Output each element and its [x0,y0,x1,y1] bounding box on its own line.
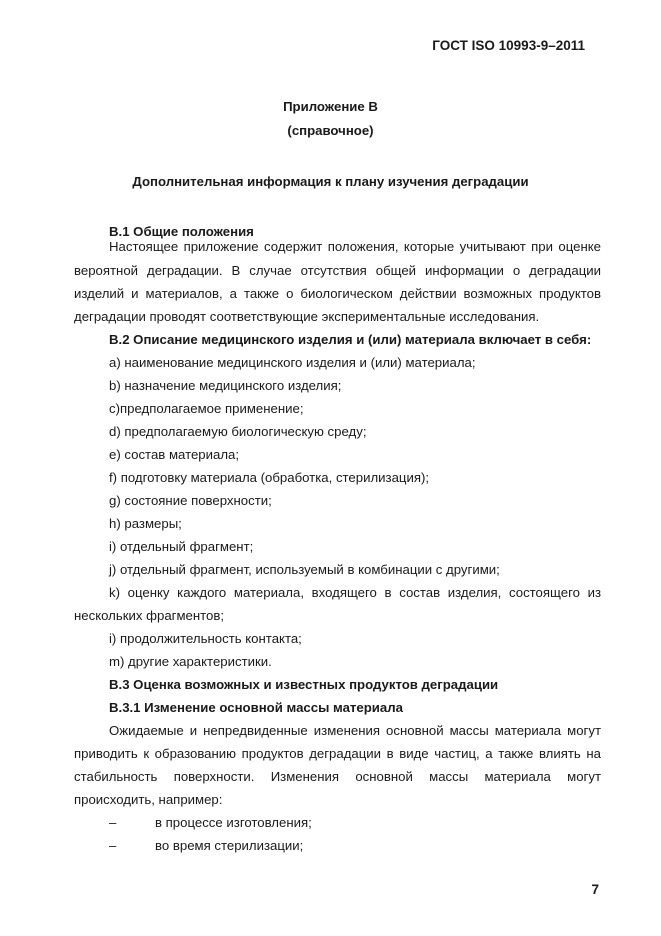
list-item: m) другие характеристики. [109,654,272,669]
paragraph-line: Ожидаемые и непредвиденные изменения основной массы материала могут [109,723,601,738]
list-item: h) размеры; [109,516,182,531]
dash-marker: – [109,838,117,853]
list-item-continuation: нескольких фрагментов; [74,608,225,623]
appendix-heading: Дополнительная информация к плану изучения деградации [132,174,529,189]
dash-marker: – [109,815,117,830]
dash-item: во время стерилизации; [155,838,304,853]
paragraph-line: вероятной деградации. В случае отсутствия общей информации о деградации [74,263,601,278]
list-item: j) отдельный фрагмент, используемый в комбинации с другими; [109,562,500,577]
list-item: e) состав материала; [109,447,240,462]
page-number: 7 [591,882,599,897]
paragraph-line: деградации проводят соответствующие экспериментальные исследования. [74,309,540,324]
paragraph-line: происходить, например: [74,792,223,807]
appendix-subtitle: (справочное) [287,123,374,138]
list-item: f) подготовку материала (обработка, стерилизация); [109,470,430,485]
list-item: g) состояние поверхности; [109,493,272,508]
list-item: d) предполагаемую биологическую среду; [109,424,367,439]
section-b1-heading: В.1 Общие положения [109,224,254,239]
list-item: i) отдельный фрагмент; [109,539,254,554]
list-item: i) продолжительность контакта; [109,631,302,646]
section-b3-heading: В.3 Оценка возможных и известных продуктов деградации [109,677,499,692]
paragraph-line: стабильность поверхности. Изменения основной массы материала могут [74,769,601,784]
section-b31-heading: В.3.1 Изменение основной массы материала [109,700,403,715]
list-item: а) наименование медицинского изделия и (или) материала; [109,355,476,370]
list-item: b) назначение медицинского изделия; [109,378,342,393]
section-b2-heading: В.2 Описание медицинского изделия и (или) материала включает в себя: [109,332,592,347]
appendix-title: Приложение В [283,99,378,114]
list-item: c)предполагаемое применение; [109,401,304,416]
paragraph-line: изделий и материалов, а также о биологическом действии возможных продуктов [74,286,601,301]
standard-number: ГОСТ ISO 10993-9–2011 [432,38,585,53]
paragraph-line: Настоящее приложение содержит положения, которые учитывают при оценке [109,239,601,254]
list-item: k) оценку каждого материала, входящего в состав изделия, состоящего из [109,585,601,600]
paragraph-line: приводить к образованию продуктов деградации в виде частиц, а также влиять на [74,746,601,761]
dash-item: в процессе изготовления; [155,815,312,830]
